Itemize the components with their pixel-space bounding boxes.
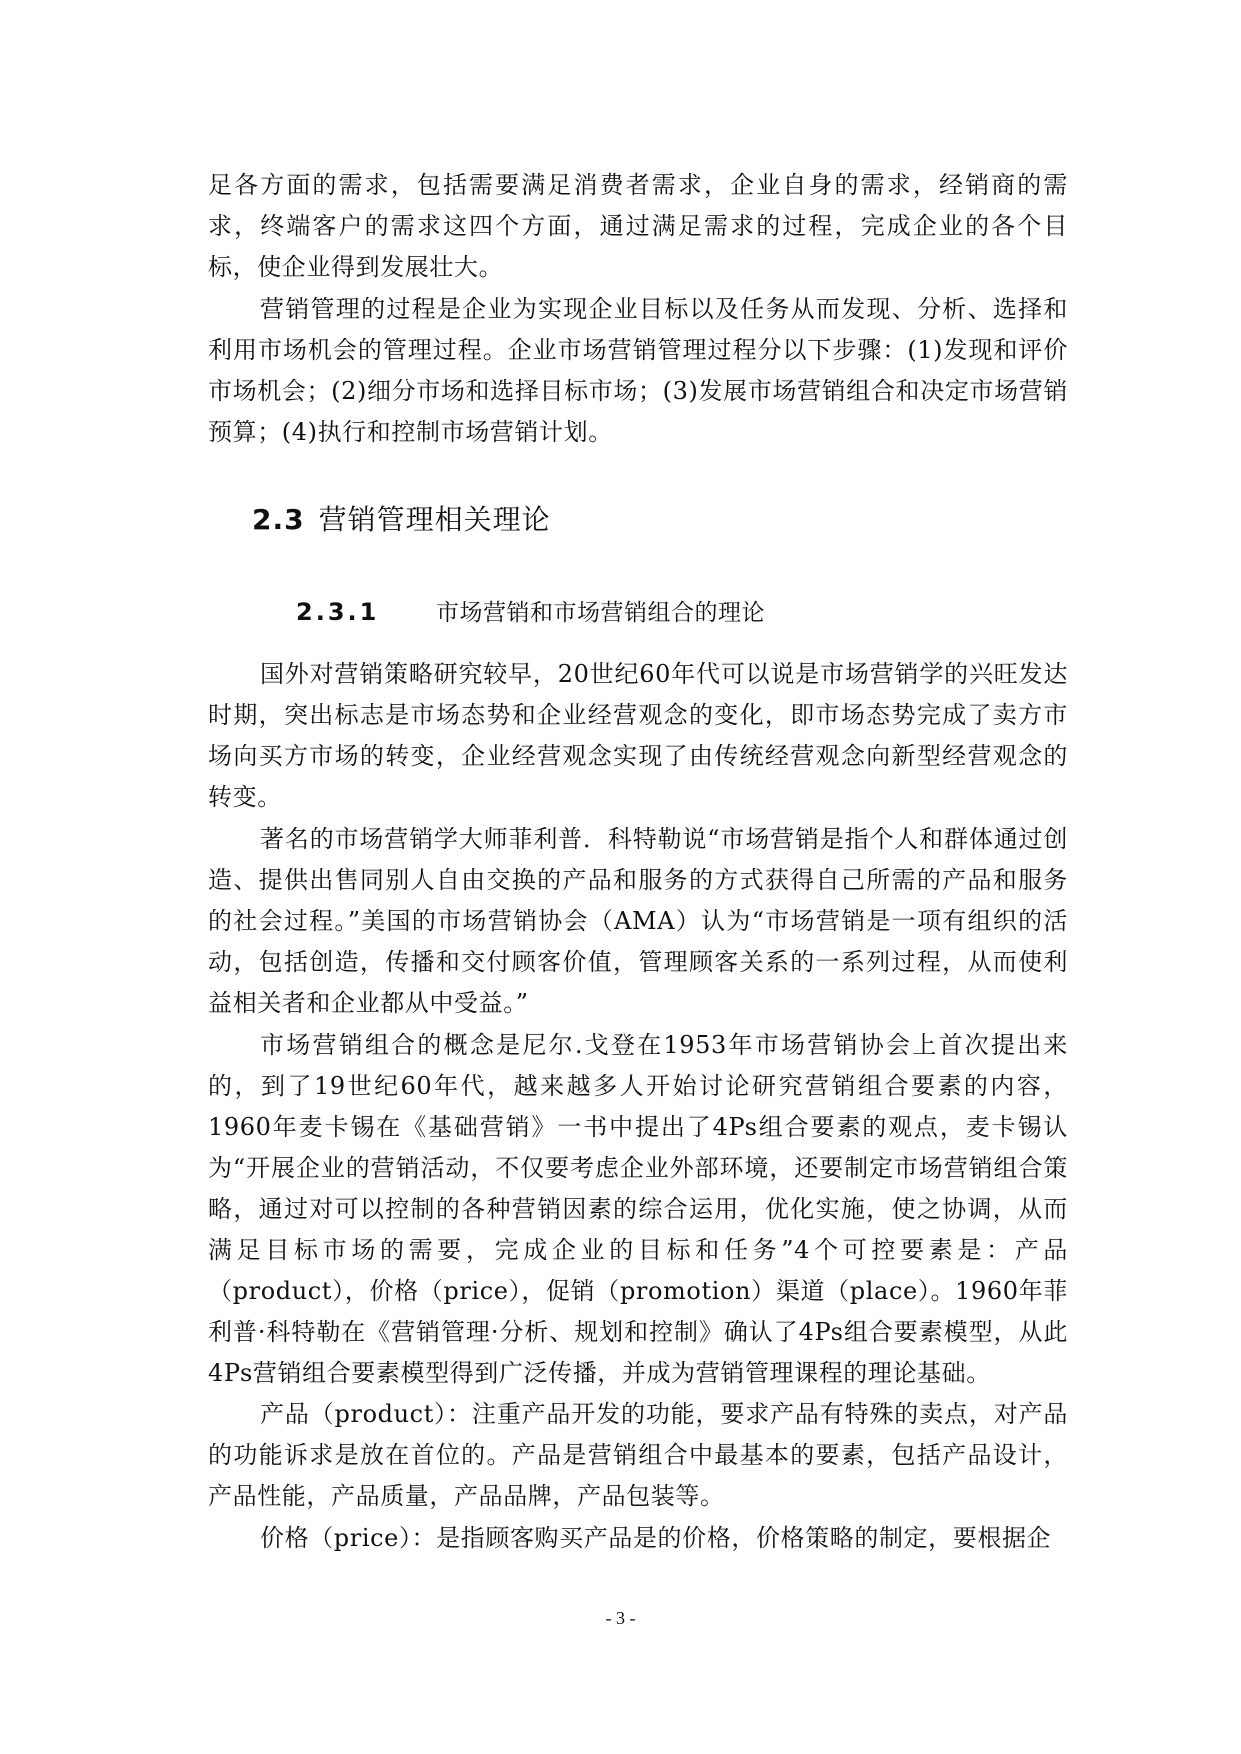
paragraph-product: 产品（product）：注重产品开发的功能，要求产品有特殊的卖点，对产品的功能诉求是放在首位的。产品是营销组合中最基本的要素，包括产品设计，产品性能，产品质量，产品品牌，产品包装等。 bbox=[208, 1400, 1068, 1510]
section-number: 2.3 bbox=[252, 503, 305, 536]
subsection-heading bbox=[296, 594, 765, 627]
paragraph-price: 价格（price）：是指顾客购买产品是的价格，价格策略的制定，要根据企 bbox=[260, 1524, 1052, 1552]
paragraph-marketing-process: 营销管理的过程是企业为实现企业目标以及任务从而发现、分析、选择和利用市场机会的管理过程。企业市场营销管理过程分以下步骤：(1)发现和评价市场机会；(2)细分市场和选择目标市场；(3)发展市场营销组合和决定市场营销预算；(4)执行和控制市场营销计划。 bbox=[208, 295, 1068, 446]
subsection-title: 市场营销和市场营销组合的理论 bbox=[436, 600, 765, 626]
paragraph-international-research: 国外对营销策略研究较早，20世纪60年代可以说是市场营销学的兴旺发达时期，突出标志是市场态势和企业经营观念的变化，即市场态势完成了卖方市场向买方市场的转变，企业经营观念实现了由传统经营观念向新型经营观念的转变。 bbox=[208, 660, 1068, 811]
section-title: 营销管理相关理论 bbox=[318, 503, 551, 536]
section-heading bbox=[252, 498, 551, 538]
paragraph-marketing-mix: 市场营销组合的概念是尼尔.戈登在1953年市场营销协会上首次提出来的，到了19世纪60年代，越来越多人开始讨论研究营销组合要素的内容，1960年麦卡锡在《基础营销》一书中提出了4Ps组合要素的观点，麦卡锡认为“开展企业的营销活动，不仅要考虑企业外部环境，还要制定市场营销组合策略，通过对可以控制的各种营销因素的综合运用，优化实施，使之协调，从而满足目标市场的需要，完成企业的目标和任务”4个可控要素是：产品（product），价格（price），促销（promotion）渠道（place）。1960年菲利普·科特勒在《营销管理·分析、规划和控制》确认了4Ps组合要素模型，从此4Ps营销组合要素模型得到广泛传播，并成为营销管理课程的理论基础。 bbox=[208, 1031, 1068, 1387]
paragraph-kotler-definition: 著名的市场营销学大师菲利普．科特勒说“市场营销是指个人和群体通过创造、提供出售同别人自由交换的产品和服务的方式获得自己所需的产品和服务的社会过程。”美国的市场营销协会（AMA）认为“市场营销是一项有组织的活动，包括创造，传播和交付顾客价值，管理顾客关系的一系列过程，从而使利益相关者和企业都从中受益。” bbox=[208, 825, 1068, 1017]
paragraph-continuation: 足各方面的需求，包括需要满足消费者需求，企业自身的需求，经销商的需求，终端客户的需求这四个方面，通过满足需求的过程，完成企业的各个目标，使企业得到发展壮大。 bbox=[208, 171, 1068, 281]
page-number: - 3 - bbox=[605, 1608, 636, 1628]
subsection-number: 2.3.1 bbox=[296, 598, 380, 626]
